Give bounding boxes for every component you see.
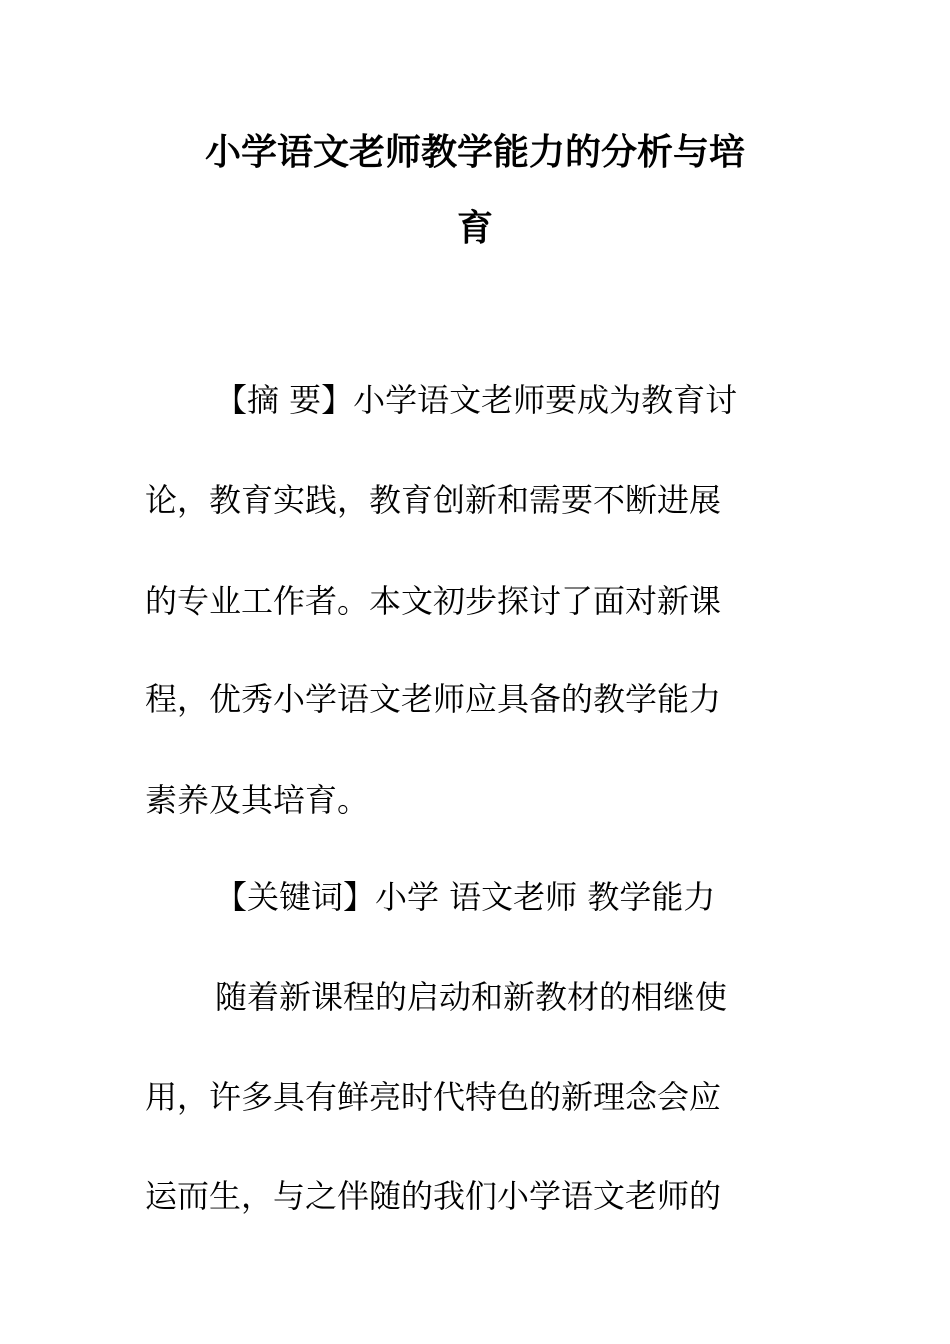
abstract-line-2: 论，教育实践，教育创新和需要不断进展 [145,481,722,519]
abstract-line-4: 程，优秀小学语文老师应具备的教学能力 [145,680,722,718]
abstract-line-1: 【摘 要】小学语文老师要成为教育讨 [215,381,738,419]
document-title-line-1: 小学语文老师教学能力的分析与培 [204,131,745,173]
abstract-line-3: 的专业工作者。本文初步探讨了面对新课 [145,582,722,620]
paragraph-line-3: 运而生，与之伴随的我们小学语文老师的 [145,1177,722,1215]
keywords-line: 【关键词】小学 语文老师 教学能力 [215,878,716,916]
abstract-line-5: 素养及其培育。 [145,781,370,819]
document-title-line-2: 育 [456,207,493,249]
paragraph-line-1: 随着新课程的启动和新教材的相继使 [215,978,728,1016]
paragraph-line-2: 用，许多具有鲜亮时代特色的新理念会应 [145,1078,722,1116]
